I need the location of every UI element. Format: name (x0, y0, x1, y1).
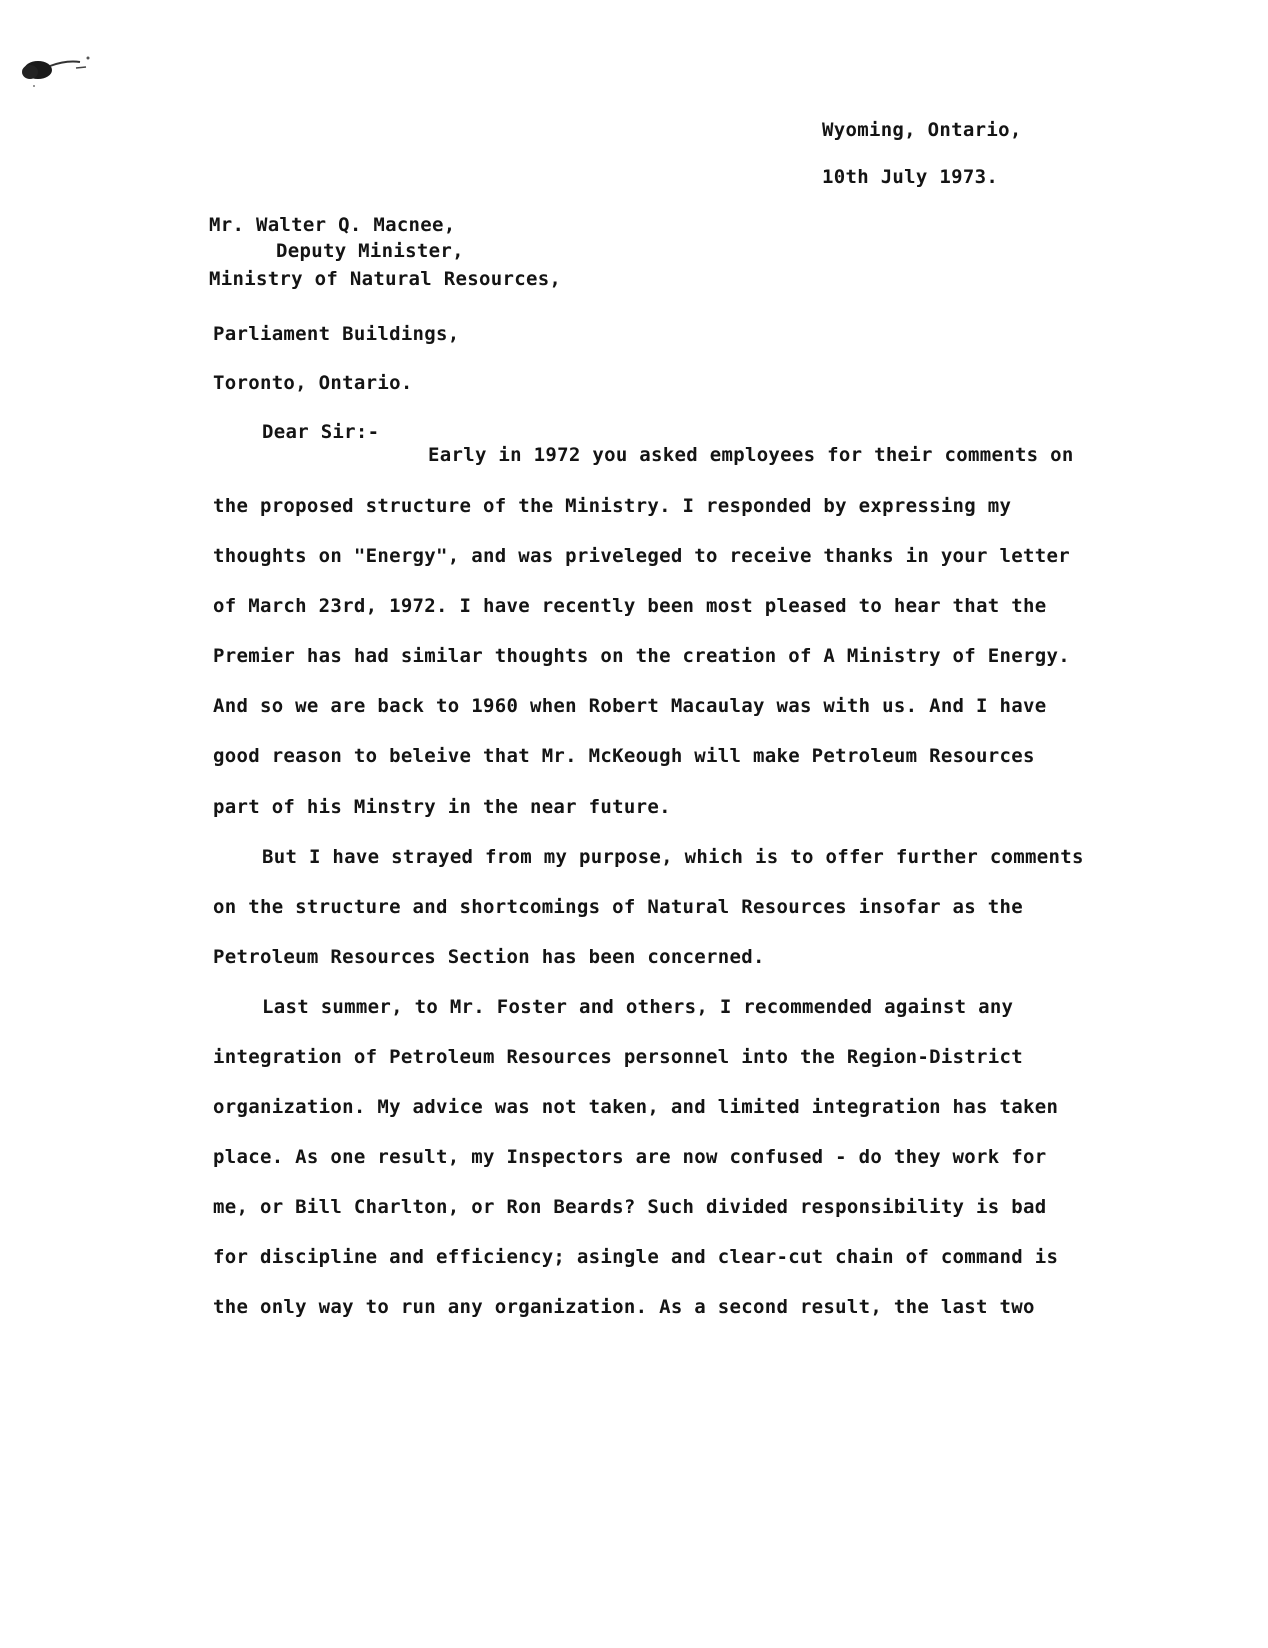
body-line: thoughts on "Energy", and was priveleged to receive thanks in your letter (213, 545, 1070, 567)
body-line: But I have strayed from my purpose, which is to offer further comments (262, 846, 1084, 868)
body-line: on the structure and shortcomings of Natural Resources insofar as the (213, 896, 1023, 918)
body-line: the only way to run any organization. As a second result, the last two (213, 1296, 1035, 1318)
body-line: organization. My advice was not taken, and limited integration has taken (213, 1096, 1059, 1118)
body-line: place. As one result, my Inspectors are now confused - do they work for (213, 1146, 1047, 1168)
body-line: Last summer, to Mr. Foster and others, I recommended against any (262, 996, 1014, 1018)
recipient-title: Deputy Minister, (276, 240, 464, 262)
body-line: Early in 1972 you asked employees for their comments on (428, 444, 1074, 466)
body-line: Premier has had similar thoughts on the creation of A Ministry of Energy. (213, 645, 1070, 667)
body-line: the proposed structure of the Ministry. I responded by expressing my (213, 495, 1012, 517)
recipient-name: Mr. Walter Q. Macnee, (209, 214, 456, 236)
recipient-building: Parliament Buildings, (213, 323, 460, 345)
body-line: me, or Bill Charlton, or Ron Beards? Such divided responsibility is bad (213, 1196, 1047, 1218)
recipient-city: Toronto, Ontario. (213, 372, 413, 394)
sender-place: Wyoming, Ontario, (822, 119, 1022, 141)
body-line: integration of Petroleum Resources personnel into the Region-District (213, 1046, 1023, 1068)
body-line: Petroleum Resources Section has been concerned. (213, 946, 765, 968)
letter-date: 10th July 1973. (822, 166, 999, 188)
ink-smudge-mark (16, 50, 96, 90)
salutation: Dear Sir:- (262, 421, 380, 443)
body-line: for discipline and efficiency; asingle and clear-cut chain of command is (213, 1246, 1059, 1268)
recipient-ministry: Ministry of Natural Resources, (209, 268, 562, 290)
body-line: part of his Minstry in the near future. (213, 796, 671, 818)
body-line: good reason to beleive that Mr. McKeough will make Petroleum Resources (213, 745, 1035, 767)
body-line: of March 23rd, 1972. I have recently been most pleased to hear that the (213, 595, 1047, 617)
body-line: And so we are back to 1960 when Robert Macaulay was with us. And I have (213, 695, 1047, 717)
